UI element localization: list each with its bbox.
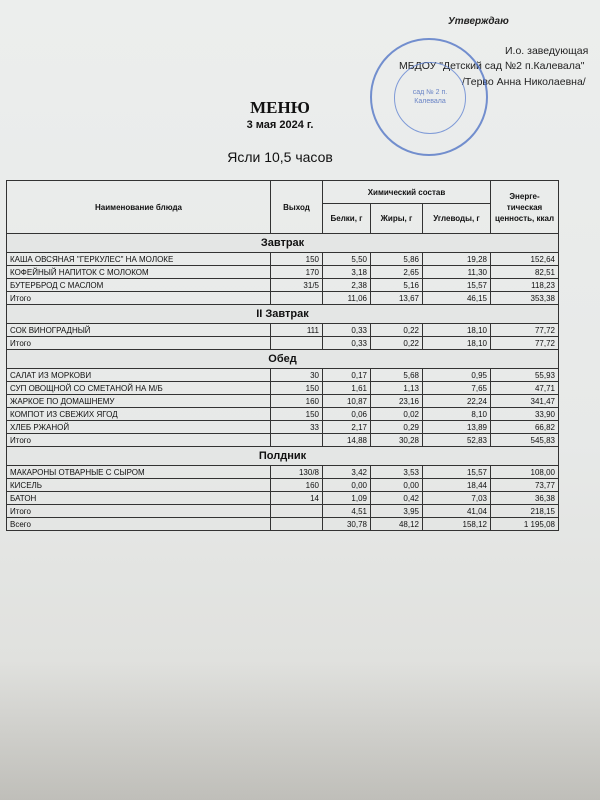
cell-f: 5,68	[371, 369, 423, 382]
dish-name: КОМПОТ ИЗ СВЕЖИХ ЯГОД	[7, 408, 271, 421]
total-output-empty	[271, 434, 323, 447]
cell-out: 14	[271, 492, 323, 505]
cell-e: 353,38	[491, 292, 559, 305]
cell-f: 13,67	[371, 292, 423, 305]
cell-e: 118,23	[491, 279, 559, 292]
table-row	[7, 382, 559, 395]
cell-c: 22,24	[423, 395, 491, 408]
cell-f: 0,29	[371, 421, 423, 434]
cell-p: 10,87	[323, 395, 371, 408]
table-row	[7, 395, 559, 408]
cell-p: 1,09	[323, 492, 371, 505]
cell-out: 160	[271, 479, 323, 492]
table-row	[7, 492, 559, 505]
cell-e: 36,38	[491, 492, 559, 505]
dish-name: ХЛЕБ РЖАНОЙ	[7, 421, 271, 434]
dish-name: СОК ВИНОГРАДНЫЙ	[7, 324, 271, 337]
cell-e: 33,90	[491, 408, 559, 421]
cell-e: 82,51	[491, 266, 559, 279]
cell-c: 11,30	[423, 266, 491, 279]
cell-c: 13,89	[423, 421, 491, 434]
cell-e: 341,47	[491, 395, 559, 408]
cell-p: 4,51	[323, 505, 371, 518]
section-row	[7, 447, 559, 466]
cell-p: 3,42	[323, 466, 371, 479]
cell-p: 0,06	[323, 408, 371, 421]
cell-e: 545,83	[491, 434, 559, 447]
cell-f: 0,22	[371, 324, 423, 337]
total-output-empty	[271, 505, 323, 518]
table-row	[7, 466, 559, 479]
cell-c: 15,57	[423, 279, 491, 292]
section-title: II Завтрак	[7, 305, 559, 324]
table-row	[7, 266, 559, 279]
cell-c: 18,10	[423, 324, 491, 337]
total-output-empty	[271, 337, 323, 350]
header-chemical: Химический состав	[323, 181, 491, 204]
approval-organization: МБДОУ "Детский сад №2 п.Калевала"	[399, 60, 585, 72]
cell-c: 18,10	[423, 337, 491, 350]
approval-position: И.о. заведующая	[505, 45, 589, 57]
cell-c: 18,44	[423, 479, 491, 492]
dish-name: КАША ОВСЯНАЯ "ГЕРКУЛЕС" НА МОЛОКЕ	[7, 253, 271, 266]
total-label: Итого	[7, 292, 271, 305]
cell-e: 218,15	[491, 505, 559, 518]
cell-f: 3,53	[371, 466, 423, 479]
total-label: Итого	[7, 337, 271, 350]
cell-out: 150	[271, 382, 323, 395]
header-energy: Энерге-тическая ценность, ккал	[491, 181, 559, 234]
cell-p: 3,18	[323, 266, 371, 279]
menu-body	[7, 234, 559, 531]
cell-out: 111	[271, 324, 323, 337]
official-stamp	[370, 38, 488, 156]
header-carbs: Углеводы, г	[423, 204, 491, 234]
menu-table	[6, 180, 559, 531]
total-row	[7, 434, 559, 447]
cell-out: 170	[271, 266, 323, 279]
cell-c: 41,04	[423, 505, 491, 518]
cell-p: 11,06	[323, 292, 371, 305]
cell-c: 19,28	[423, 253, 491, 266]
dish-name: СУП ОВОЩНОЙ СО СМЕТАНОЙ НА М/Б	[7, 382, 271, 395]
table-row	[7, 421, 559, 434]
cell-f: 5,16	[371, 279, 423, 292]
cell-f: 0,02	[371, 408, 423, 421]
cell-f: 5,86	[371, 253, 423, 266]
dish-name: БАТОН	[7, 492, 271, 505]
cell-p: 5,50	[323, 253, 371, 266]
cell-f: 0,22	[371, 337, 423, 350]
cell-p: 2,38	[323, 279, 371, 292]
cell-e: 77,72	[491, 324, 559, 337]
cell-e: 73,77	[491, 479, 559, 492]
dish-name: КИСЕЛЬ	[7, 479, 271, 492]
cell-p: 2,17	[323, 421, 371, 434]
cell-out: 31/5	[271, 279, 323, 292]
cell-f: 2,65	[371, 266, 423, 279]
cell-e: 66,82	[491, 421, 559, 434]
section-title: Завтрак	[7, 234, 559, 253]
header-protein: Белки, г	[323, 204, 371, 234]
cell-e: 152,64	[491, 253, 559, 266]
cell-c: 7,03	[423, 492, 491, 505]
total-row	[7, 337, 559, 350]
cell-e: 108,00	[491, 466, 559, 479]
total-output-empty	[271, 518, 323, 531]
header-fat: Жиры, г	[371, 204, 423, 234]
cell-p: 0,33	[323, 337, 371, 350]
cell-f: 1,13	[371, 382, 423, 395]
header-dish: Наименование блюда	[7, 181, 271, 234]
cell-c: 158,12	[423, 518, 491, 531]
cell-out: 160	[271, 395, 323, 408]
paper-shadow	[0, 660, 600, 800]
section-row	[7, 234, 559, 253]
cell-p: 14,88	[323, 434, 371, 447]
stamp-text: сад № 2 п. Калевала	[412, 89, 448, 105]
cell-out: 130/8	[271, 466, 323, 479]
cell-e: 1 195,08	[491, 518, 559, 531]
page-title: МЕНЮ	[250, 98, 310, 117]
cell-c: 52,83	[423, 434, 491, 447]
approval-title: Утверждаю	[448, 16, 509, 27]
cell-f: 0,42	[371, 492, 423, 505]
cell-f: 0,00	[371, 479, 423, 492]
section-row	[7, 305, 559, 324]
table-row	[7, 369, 559, 382]
total-row	[7, 292, 559, 305]
table-row	[7, 279, 559, 292]
table-row	[7, 408, 559, 421]
cell-out: 150	[271, 253, 323, 266]
dish-name: МАКАРОНЫ ОТВАРНЫЕ С СЫРОМ	[7, 466, 271, 479]
total-label: Всего	[7, 518, 271, 531]
total-row	[7, 505, 559, 518]
cell-f: 3,95	[371, 505, 423, 518]
cell-c: 15,57	[423, 466, 491, 479]
section-row	[7, 350, 559, 369]
dish-name: КОФЕЙНЫЙ НАПИТОК С МОЛОКОМ	[7, 266, 271, 279]
menu-group: Ясли 10,5 часов	[227, 149, 333, 165]
cell-p: 30,78	[323, 518, 371, 531]
dish-name: БУТЕРБРОД С МАСЛОМ	[7, 279, 271, 292]
section-title: Обед	[7, 350, 559, 369]
dish-name: САЛАТ ИЗ МОРКОВИ	[7, 369, 271, 382]
cell-e: 77,72	[491, 337, 559, 350]
total-label: Итого	[7, 505, 271, 518]
cell-p: 0,17	[323, 369, 371, 382]
header-output: Выход	[271, 181, 323, 234]
cell-out: 33	[271, 421, 323, 434]
total-output-empty	[271, 292, 323, 305]
table-row	[7, 253, 559, 266]
total-row	[7, 518, 559, 531]
cell-e: 55,93	[491, 369, 559, 382]
cell-c: 0,95	[423, 369, 491, 382]
cell-c: 46,15	[423, 292, 491, 305]
cell-out: 150	[271, 408, 323, 421]
approval-name: /Терво Анна Николаевна/	[462, 76, 586, 88]
cell-out: 30	[271, 369, 323, 382]
section-title: Полдник	[7, 447, 559, 466]
cell-p: 0,33	[323, 324, 371, 337]
cell-c: 8,10	[423, 408, 491, 421]
dish-name: ЖАРКОЕ ПО ДОМАШНЕМУ	[7, 395, 271, 408]
cell-p: 0,00	[323, 479, 371, 492]
cell-p: 1,61	[323, 382, 371, 395]
table-row	[7, 324, 559, 337]
cell-f: 48,12	[371, 518, 423, 531]
total-label: Итого	[7, 434, 271, 447]
cell-c: 7,65	[423, 382, 491, 395]
menu-date: 3 мая 2024 г.	[246, 119, 314, 131]
cell-e: 47,71	[491, 382, 559, 395]
cell-f: 23,16	[371, 395, 423, 408]
cell-f: 30,28	[371, 434, 423, 447]
table-row	[7, 479, 559, 492]
